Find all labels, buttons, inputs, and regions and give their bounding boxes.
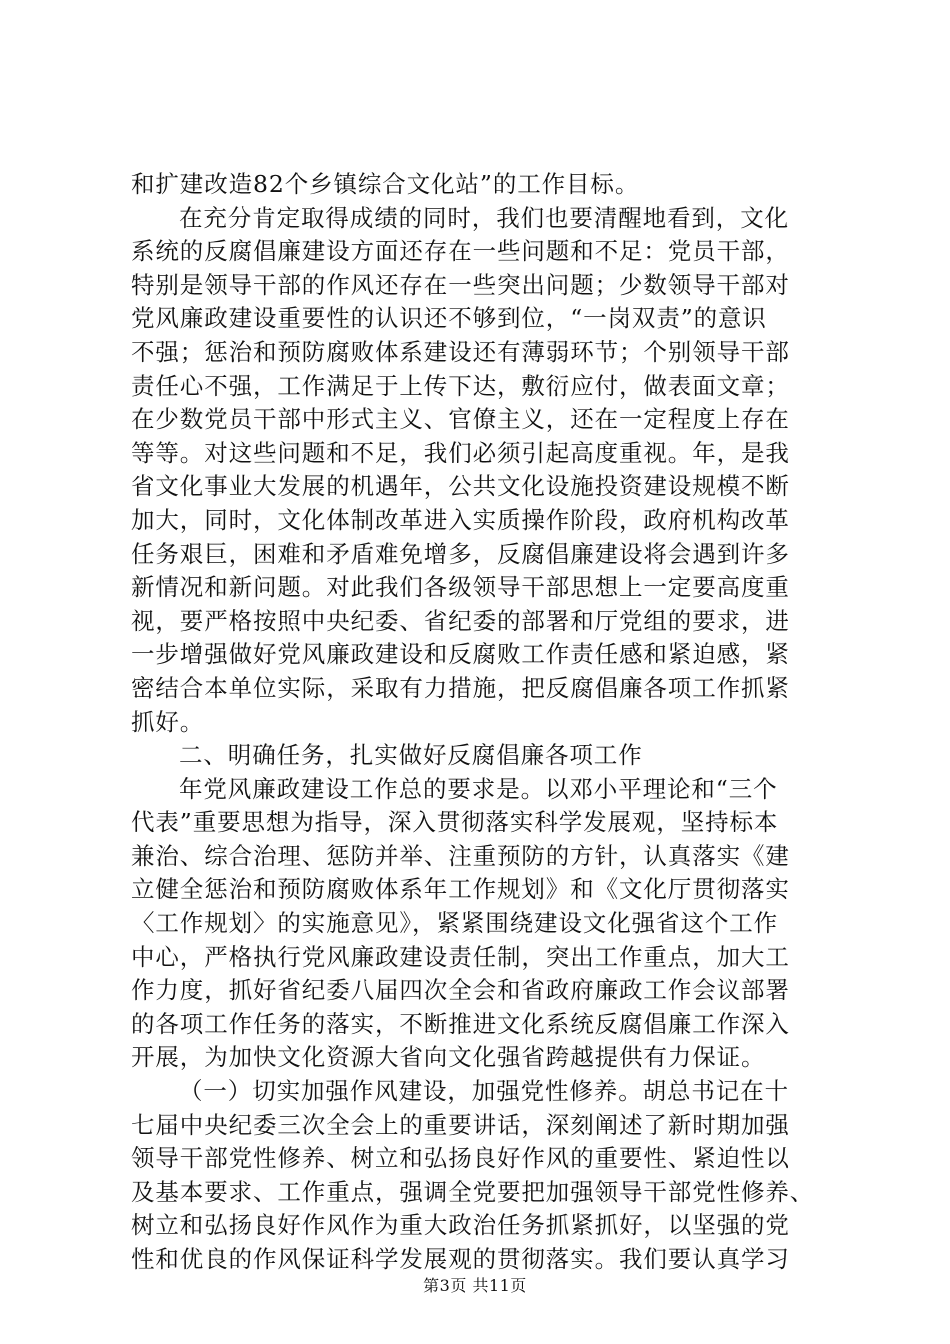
text-line: 性和优良的作风保证科学发展观的贯彻落实。我们要认真学习 <box>131 1245 790 1273</box>
text-line: 省文化事业大发展的机遇年，公共文化设施投资建设规模不断 <box>131 472 790 501</box>
text-line: 任务艰巨，困难和矛盾难免增多，反腐倡廉建设将会遇到许多 <box>131 539 790 568</box>
text-line: 中心，严格执行党风廉政建设责任制，突出工作重点，加大工 <box>131 942 790 971</box>
paragraph-start-line: （一）切实加强作风建设，加强党性修养。胡总书记在十 <box>179 1077 789 1106</box>
text-line: 的各项工作任务的落实，不断推进文化系统反腐倡廉工作深入 <box>131 1009 790 1038</box>
text-line: 党风廉政建设重要性的认识还不够到位，“一岗双责”的意识 <box>131 304 767 333</box>
text-line: 密结合本单位实际，采取有力措施，把反腐倡廉各项工作抓紧 <box>131 673 790 702</box>
text-line: 立健全惩治和预防腐败体系年工作规划》和《文化厅贯彻落实 <box>131 875 790 904</box>
text-line: 在少数党员干部中形式主义、官僚主义，还在一定程度上存在 <box>131 405 790 434</box>
text-line: 系统的反腐倡廉建设方面还存在一些问题和不足：党员干部， <box>131 237 790 266</box>
text-line: 开展，为加快文化资源大省向文化强省跨越提供有力保证。 <box>131 1043 766 1072</box>
text-line: 树立和弘扬良好作风作为重大政治任务抓紧抓好，以坚强的党 <box>131 1211 790 1240</box>
text-line: 不强；惩治和预防腐败体系建设还有薄弱环节；个别领导干部 <box>131 337 790 366</box>
text-line: 〈工作规划〉的实施意见》，紧紧围绕建设文化强省这个工作 <box>131 909 779 938</box>
text-line: 等等。对这些问题和不足，我们必须引起高度重视。年，是我 <box>131 438 790 467</box>
text-line: 兼治、综合治理、惩防并举、注重预防的方针，认真落实《建 <box>131 841 790 870</box>
paragraph-start-line: 年党风廉政建设工作总的要求是。以邓小平理论和“三个 <box>179 774 778 803</box>
text-line: 作力度，抓好省纪委八届四次全会和省政府廉政工作会议部署 <box>131 976 790 1005</box>
text-line: 七届中央纪委三次全会上的重要讲话，深刻阐述了新时期加强 <box>131 1110 790 1139</box>
paragraph-start-line: 在充分肯定取得成绩的同时，我们也要清醒地看到，文化 <box>179 203 789 232</box>
text-line: 视，要严格按照中央纪委、省纪委的部署和厅党组的要求，进 <box>131 606 790 635</box>
document-body <box>131 168 831 1277</box>
section-heading: 二、明确任务，扎实做好反腐倡廉各项工作 <box>179 741 643 770</box>
text-line: 新情况和新问题。对此我们各级领导干部思想上一定要高度重 <box>131 573 790 602</box>
text-line: 加大，同时，文化体制改革进入实质操作阶段，政府机构改革 <box>131 505 790 534</box>
text-line: 代表”重要思想为指导，深入贯彻落实科学发展观，坚持标本 <box>131 808 779 837</box>
text-line: 特别是领导干部的作风还存在一些突出问题；少数领导干部对 <box>131 270 790 299</box>
text-line: 领导干部党性修养、树立和弘扬良好作风的重要性、紧迫性以 <box>131 1144 790 1173</box>
text-line: 及基本要求、工作重点，强调全党要把加强领导干部党性修养、 <box>131 1177 815 1206</box>
text-line: 和扩建改造82个乡镇综合文化站”的工作目标。 <box>131 170 640 198</box>
page-number-footer: 第3页 共11页 <box>423 1276 527 1295</box>
text-line: 责任心不强，工作满足于上传下达，敷衍应付，做表面文章； <box>131 371 790 400</box>
text-line: 一步增强做好党风廉政建设和反腐败工作责任感和紧迫感，紧 <box>131 640 790 669</box>
text-line: 抓好。 <box>131 707 205 736</box>
